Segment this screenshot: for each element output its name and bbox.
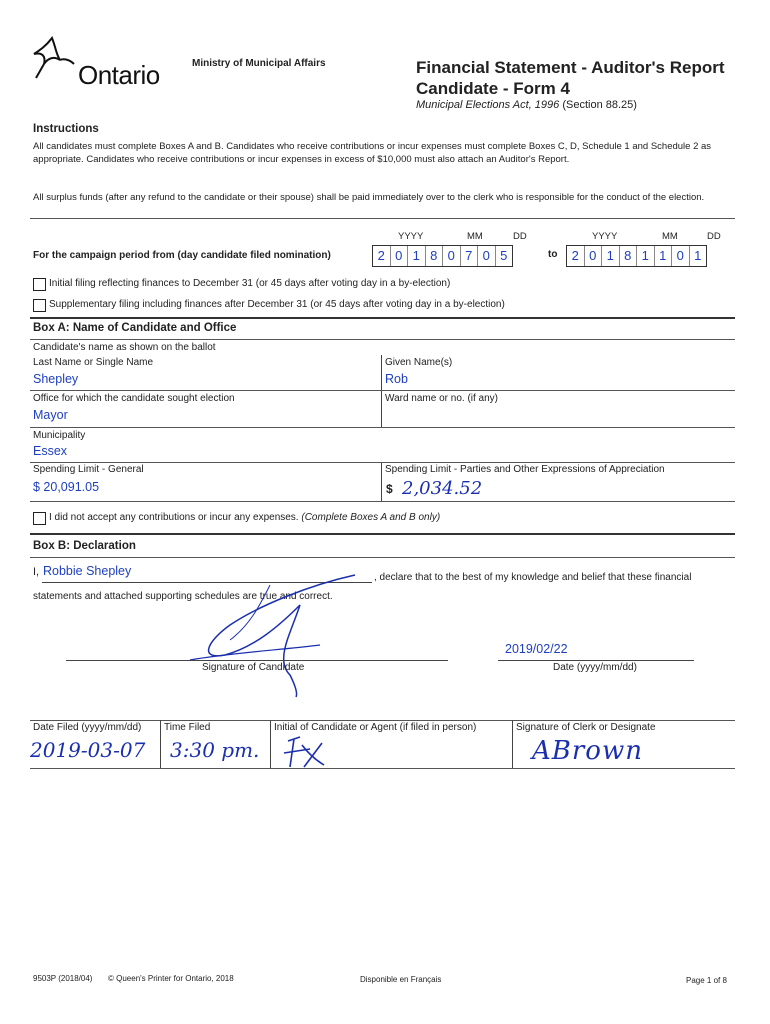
spending-limit-parties-value[interactable]: 2,034.52 [402, 478, 483, 499]
declaration-text-2: statements and attached supporting schedules are true and correct. [33, 591, 333, 602]
ministry-name: Ministry of Municipal Affairs [192, 58, 326, 69]
instructions-paragraph-2: All surplus funds (after any refund to the candidate or their spouse) shall be paid immediately over to the clerk who is responsible for the conduct of the election. [33, 192, 705, 203]
declaration-date-line [498, 660, 694, 661]
declaration-date[interactable]: 2019/02/22 [505, 642, 568, 656]
box-a-heading: Box A: Name of Candidate and Office [33, 322, 237, 334]
form-number: 9503P (2018/04) [33, 974, 93, 983]
no-contributions-checkbox[interactable] [33, 512, 46, 525]
declaration-date-label: Date (yyyy/mm/dd) [553, 662, 637, 673]
spending-limit-general-value[interactable]: $ 20,091.05 [33, 480, 100, 494]
to-digit: 0 [672, 246, 690, 266]
initial-filing-label: Initial filing reflecting finances to December 31 (or 45 days after voting day in a by-election) [49, 278, 451, 289]
no-contributions-label [49, 512, 440, 523]
divider [30, 339, 735, 340]
from-digit: 0 [478, 246, 496, 266]
to-digit: 1 [655, 246, 673, 266]
divider [30, 390, 735, 391]
time-filed-value[interactable]: 3:30 pm. [170, 738, 260, 762]
from-date-field[interactable] [372, 245, 513, 267]
divider [30, 557, 735, 558]
to-date-field[interactable] [566, 245, 707, 267]
divider [512, 720, 513, 768]
to-mm-label: MM [662, 231, 678, 242]
to-digit: 1 [637, 246, 655, 266]
to-label: to [548, 249, 558, 260]
act-section: (Section 88.25) [562, 99, 637, 111]
supplementary-filing-label: Supplementary filing including finances after December 31 (or 45 days after voting day in a by-election) [49, 299, 505, 310]
from-digit: 1 [408, 246, 426, 266]
from-mm-label: MM [467, 231, 483, 242]
box-b-top-rule [30, 533, 735, 535]
date-filed-value[interactable]: 2019-03-07 [30, 738, 146, 762]
from-digit: 5 [500, 248, 508, 263]
from-digit: 8 [426, 246, 444, 266]
municipality-value[interactable]: Essex [33, 444, 68, 458]
to-digit: 8 [620, 246, 638, 266]
divider [30, 427, 735, 428]
act-name: Municipal Elections Act, 1996 [416, 99, 560, 111]
declarant-name[interactable]: Robbie Shepley [43, 564, 132, 578]
declaration-i: I, [33, 566, 40, 578]
logo-wordmark: Ontario [78, 60, 160, 90]
to-digit: 1 [602, 246, 620, 266]
instructions-heading: Instructions [33, 123, 99, 135]
office-value[interactable]: Mayor [33, 408, 68, 422]
from-dd-label: DD [513, 231, 527, 242]
divider [30, 501, 735, 502]
given-name-label: Given Name(s) [385, 357, 453, 368]
spending-limit-general-label: Spending Limit - General [33, 464, 144, 475]
divider [30, 462, 735, 463]
supplementary-filing-checkbox[interactable] [33, 299, 46, 312]
initial-label: Initial of Candidate or Agent (if filed in person) [274, 722, 477, 733]
page-number: Page 1 of 8 [686, 976, 727, 985]
divider [381, 355, 382, 391]
date-filed-label: Date Filed (yyyy/mm/dd) [33, 722, 142, 733]
box-a-top-rule [30, 317, 735, 319]
clerk-signature: ABrown [532, 736, 643, 766]
spending-limit-parties-label: Spending Limit - Parties and Other Expressions of Appreciation [385, 464, 665, 475]
divider [30, 768, 735, 769]
municipality-label: Municipality [33, 430, 86, 441]
spending-limit-parties-currency: $ [386, 482, 393, 496]
form-title [416, 57, 725, 99]
to-digit: 1 [694, 248, 702, 263]
divider [30, 720, 735, 721]
no-contributions-note: (Complete Boxes A and B only) [301, 512, 441, 523]
declaration-text: , declare that to the best of my knowledge and belief that these financial [374, 572, 692, 583]
ballot-name-note: Candidate's name as shown on the ballot [33, 342, 216, 353]
instructions-paragraph-1: All candidates must complete Boxes A and B. Candidates who receive contributions or incur expenses must complete Boxes C, D, Schedule 1 and Schedule 2 as appropriate. Candidates who receive contributions or incur expenses in excess of $10,000 must also attach an Auditor's Report. [33, 141, 712, 165]
divider [381, 391, 382, 427]
candidate-signature-line [66, 660, 448, 661]
divider [270, 720, 271, 768]
act-reference [416, 99, 637, 111]
candidate-signature-label: Signature of Candidate [202, 662, 305, 673]
to-digit: 2 [567, 246, 585, 266]
divider [381, 463, 382, 501]
last-name-label: Last Name or Single Name [33, 357, 154, 368]
copyright: © Queen's Printer for Ontario, 2018 [108, 974, 234, 983]
divider [160, 720, 161, 768]
form-title-line1: Financial Statement - Auditor's Report [416, 58, 725, 77]
agent-initial-mark [280, 733, 330, 769]
to-dd-label: DD [707, 231, 721, 242]
form-title-line2: Candidate - Form 4 [416, 79, 570, 98]
initial-filing-checkbox[interactable] [33, 278, 46, 291]
divider [30, 218, 735, 219]
from-digit: 2 [373, 246, 391, 266]
last-name-value[interactable]: Shepley [33, 372, 79, 386]
from-digit: 0 [443, 246, 461, 266]
to-yyyy-label: YYYY [592, 231, 618, 242]
from-digit: 7 [461, 246, 479, 266]
time-filed-label: Time Filed [164, 722, 211, 733]
to-digit: 0 [585, 246, 603, 266]
given-name-value[interactable]: Rob [385, 372, 408, 386]
campaign-period-label: For the campaign period from (day candidate filed nomination) [33, 250, 331, 261]
box-b-heading: Box B: Declaration [33, 540, 136, 552]
from-digit: 0 [391, 246, 409, 266]
from-yyyy-label: YYYY [398, 231, 424, 242]
french-availability: Disponible en Français [360, 975, 442, 984]
candidate-signature [170, 565, 370, 700]
ward-label: Ward name or no. (if any) [385, 393, 499, 404]
clerk-signature-label: Signature of Clerk or Designate [516, 722, 656, 733]
trillium-logo-icon [30, 34, 76, 82]
no-contributions-text: I did not accept any contributions or incur any expenses. [49, 512, 299, 523]
office-label: Office for which the candidate sought election [33, 393, 235, 404]
